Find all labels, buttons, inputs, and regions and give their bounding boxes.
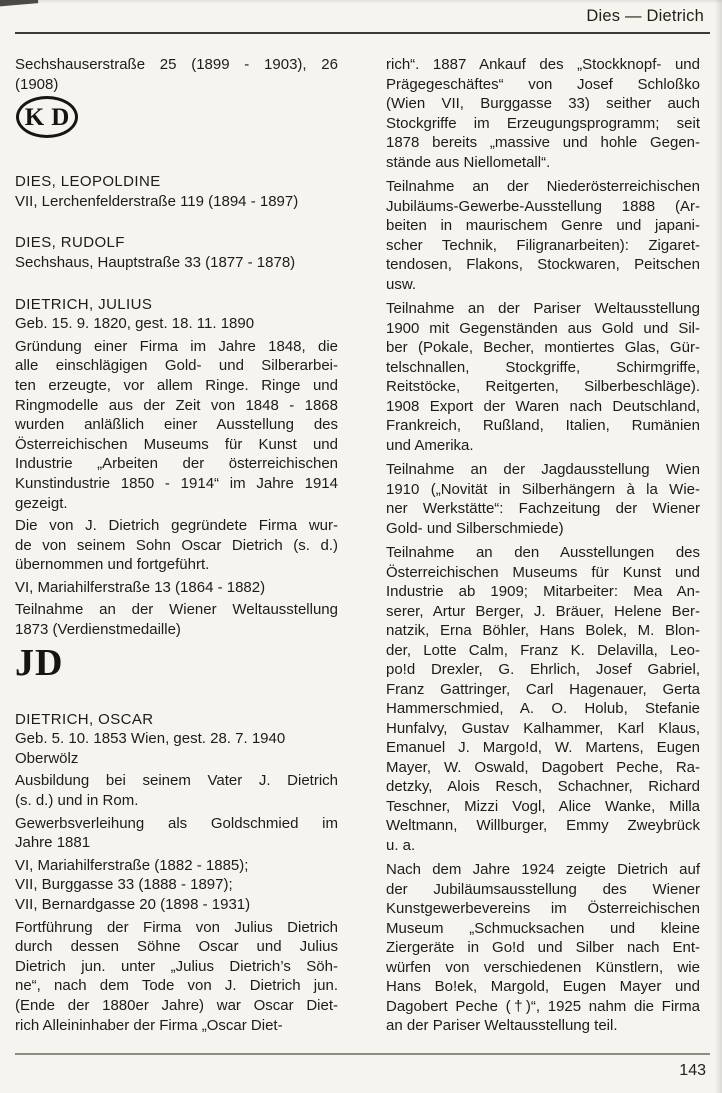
jd-maker-mark: JD [15, 641, 64, 684]
text-line: alle einschlägigen Gold- und Silberarbei- [15, 357, 338, 375]
text-line: Nach dem Jahre 1924 zeigte Dietrich auf [386, 861, 700, 878]
text-line: Kunstindustrie 1850 - 1914“ im Jahre 1914 [15, 474, 338, 492]
page-number: 143 [679, 1062, 706, 1079]
text-line: Jubiläums-Gewerbe-Ausstellung 1888 (Ar- [386, 197, 700, 215]
life-dates-line [15, 314, 338, 334]
scan-edge-shade-top [0, 0, 722, 4]
text-line: würfen von verschiedenen Künstlern, wie [386, 958, 700, 976]
text-line: ten erzeugte, vor allem Ringe. Ringe und [15, 376, 338, 394]
life-dates-line [15, 729, 338, 768]
text-line: VI, Mariahilferstraße (1882 - 1885); [15, 856, 249, 874]
text-line: rich“. 1887 Ankauf des „Stockknopf- und [386, 56, 700, 73]
right-text-column [386, 55, 700, 1036]
entry-heading-dies-rudolf: DIES, RUDOLF [15, 234, 125, 252]
entry-heading-dietrich-julius: DIETRICH, JULIUS [15, 295, 153, 313]
text-line: Hammerschmied, A. O. Holub, Stefanie [386, 700, 700, 717]
text-line: (Wien VII, Burggasse 33) seither auch [386, 95, 700, 112]
text-line: Reitstöcke, Reitgerten, Silberbeschläge). [386, 378, 700, 395]
continuation-paragraph [15, 55, 338, 94]
text-line: Museum „Schmucksachen und kleine [386, 919, 700, 937]
text-line: Teschner, Mizzi Vogl, Alice Wanke, Milla [386, 797, 700, 815]
address-line [15, 578, 338, 598]
paragraph [15, 337, 338, 513]
text-line: Teilnahme an der Pariser Weltausstellung [386, 300, 700, 317]
text-line: Stockgriffe im Erzeugungsprogramm; seit [386, 114, 700, 132]
text-line: und Amerika. [386, 436, 474, 454]
text-line: Hunfalvy, Gustav Kalhammer, Karl Klaus, [386, 719, 700, 737]
paragraph [386, 860, 700, 1036]
text-line: Die von J. Dietrich gegründete Firma wur- [15, 517, 338, 535]
text-line: Industrie „Arbeiten der österreichischen [15, 455, 338, 473]
text-line: ber (Pokale, Becher, montiertes Glas, Gür- [386, 339, 700, 356]
text-line: Dietrich jun. unter „Julius Dietrich’s Söh- [15, 957, 338, 975]
text-line: 1878 bereits „massive und hohle Gegen- [386, 134, 700, 151]
text-line: Emanuel J. Margo!d, W. Martens, Eugen [386, 739, 700, 756]
address-line [15, 856, 338, 915]
text-line: telschnallen, Stockgriffe, Schirmgriffe, [386, 358, 700, 376]
text-line: Jahre 1881 [15, 834, 91, 852]
text-line: Gründung einer Firma im Jahre 1848, die [15, 337, 338, 355]
text-line: an der Pariser Weltausstellung teil. [386, 1017, 618, 1034]
paragraph [15, 771, 338, 810]
text-line: Gold- und Silberschmiede) [386, 519, 564, 537]
text-line: Geb. 5. 10. 1853 Wien, gest. 28. 7. 1940 [15, 730, 286, 748]
text-line: Kunstgewerbevereins im Österreichischen [386, 900, 700, 917]
entry-heading-dietrich-oscar: DIETRICH, OSCAR [15, 710, 154, 728]
text-line: 1900 mit Gegenständen aus Gold und Sil- [386, 319, 700, 337]
text-line: scher Technik, Filigranarbeiten): Zigaret- [386, 236, 700, 254]
text-line: detzky, Alois Resch, Schachner, Richard [386, 778, 700, 795]
address-line [15, 253, 338, 273]
text-line: Ziergeräte in Go!d und Silber nach Ent- [386, 939, 700, 956]
header-rule [15, 32, 710, 34]
text-line: Franz Gattringer, Carl Hagenauer, Gerta [386, 680, 700, 698]
paragraph [15, 814, 338, 853]
text-line: Gewerbsverleihung als Goldschmied im [15, 814, 338, 832]
paragraph [386, 55, 700, 172]
text-line: durch dessen Söhne Oscar und Julius [15, 938, 338, 956]
text-line: Sechshauserstraße 25 (1899 - 1903), 26 [15, 56, 338, 73]
text-line: Weltmann, Willburger, Emmy Zweybrück [386, 817, 700, 834]
paragraph [15, 516, 338, 575]
address-line [15, 192, 338, 212]
entry-heading-dies-leopoldine: DIES, LEOPOLDINE [15, 173, 161, 191]
text-line: po!d Drexler, G. Ehrlich, Josef Gabriel, [386, 661, 700, 678]
paragraph [386, 177, 700, 294]
text-line: VII, Burggasse 33 (1888 - 1897); [15, 876, 233, 894]
text-line: Sechshaus, Hauptstraße 33 (1877 - 1878) [15, 253, 296, 271]
kd-mark-letters: KD [24, 103, 77, 131]
text-line: (Ende der 1880er Jahre) war Oscar Diet- [15, 996, 338, 1014]
text-line: Geb. 15. 9. 1820, gest. 18. 11. 1890 [15, 315, 255, 333]
text-line: ne“, nach dem Tode von J. Dietrich jun. [15, 977, 338, 995]
text-line: VII, Lerchenfelderstraße 119 (1894 - 1897) [15, 192, 299, 210]
text-line: u. a. [386, 836, 416, 854]
scan-edge-shade-right [715, 0, 722, 1093]
text-line: Dagobert Peche (†)“, 1925 nahm die Firma [386, 997, 700, 1015]
text-line: der Jubiläumsausstellung des Wiener [386, 880, 700, 898]
text-line: Fortführung der Firma von Julius Dietrich [15, 918, 338, 936]
paragraph [386, 460, 700, 538]
text-line: Österreichischen Museums für Kunst und [15, 435, 338, 453]
text-line: VII, Bernardgasse 20 (1898 - 1931) [15, 896, 251, 913]
text-line: Ausbildung bei seinem Vater J. Dietrich [15, 772, 338, 790]
text-line: 1908 Export der Waren nach Deutschland, [386, 397, 700, 415]
text-line: Frankreich, Rußland, Italien, Rumänien [386, 417, 700, 434]
text-line: stände aus Niellometall“. [386, 153, 551, 171]
text-line: Oberwölz [15, 749, 79, 767]
running-header: Dies — Dietrich [586, 7, 704, 25]
text-line: Teilnahme an der Niederösterreichischen [386, 178, 700, 195]
text-line: natzik, Erna Böhler, Hans Bolek, M. Blon- [386, 622, 700, 639]
text-line: gezeigt. [15, 494, 68, 512]
text-line: (1908) [15, 75, 59, 93]
text-line: usw. [386, 275, 417, 293]
paragraph [15, 600, 338, 639]
text-line: 1910 („Novität in Silberhängern à la Wie- [386, 480, 700, 498]
text-line: Ringmodelle aus der Zeit von 1848 - 1868 [15, 396, 338, 414]
text-line: Industrie ab 1909; Mitarbeiter: Mea An- [386, 583, 700, 600]
text-line: beiten in maurischem Genre und japani- [386, 217, 700, 234]
text-line: wurden anläßlich einer Ausstellung des [15, 416, 338, 434]
paragraph [386, 543, 700, 855]
text-line: VI, Mariahilferstraße 13 (1864 - 1882) [15, 578, 266, 596]
text-line: Hans Bo!ek, Margold, Eugen Mayer und [386, 978, 700, 995]
kd-maker-mark [16, 96, 78, 138]
text-line: Teilnahme an den Ausstellungen des [386, 544, 700, 561]
text-line: (s. d.) und in Rom. [15, 792, 139, 810]
text-line: 1873 (Verdienstmedaille) [15, 621, 181, 639]
paragraph [15, 918, 338, 1036]
text-line: ner Werkstätte“: Fachzeitung der Wiener [386, 500, 700, 517]
text-line: Prägegeschäftes“ von Josef Schloßko [386, 75, 700, 93]
text-line: Mayer, W. Oswald, Dagobert Peche, Ra- [386, 758, 700, 776]
left-text-column [15, 55, 338, 1035]
text-line: de von seinem Sohn Oscar Dietrich (s. d.) [15, 536, 338, 554]
text-line: Teilnahme an der Jagdausstellung Wien [386, 461, 700, 478]
text-line: tendosen, Flakons, Stockwaren, Peitschen [386, 256, 700, 273]
text-line: übernommen und fortgeführt. [15, 556, 210, 574]
text-line: rich Alleininhaber der Firma „Oscar Diet- [15, 1016, 283, 1034]
footer-rule [15, 1053, 710, 1055]
text-line: serer, Artur Berger, J. Bräuer, Helene Ber- [386, 602, 700, 620]
text-line: Österreichischen Museums für Kunst und [386, 563, 700, 581]
text-line: Teilnahme an der Wiener Weltausstellung [15, 601, 338, 619]
paragraph [386, 299, 700, 455]
text-line: der, Lotte Calm, Franz K. Delavilla, Leo- [386, 641, 700, 659]
